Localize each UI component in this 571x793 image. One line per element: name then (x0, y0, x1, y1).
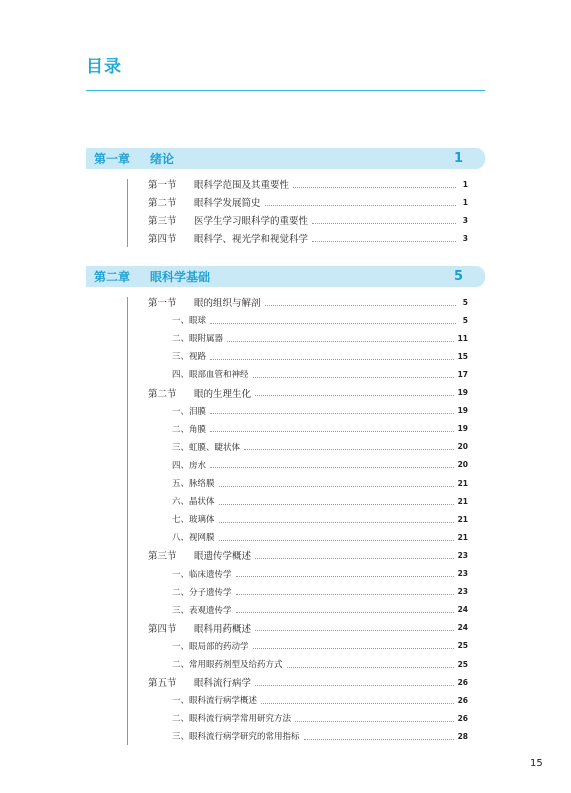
chapter-title: 绪论 (150, 152, 175, 166)
toc-section[interactable] (148, 621, 468, 635)
toc-subsection[interactable] (172, 440, 468, 454)
entry-number: 二、 (172, 424, 190, 435)
toc-subsection[interactable] (172, 404, 468, 418)
entry-page: 19 (457, 424, 468, 434)
entry-title: 虹膜、睫状体 (189, 442, 241, 453)
entry-number: 三、 (172, 732, 190, 743)
section-rule (127, 297, 128, 745)
entry-page: 23 (457, 550, 468, 560)
toc-subsection[interactable] (172, 693, 468, 707)
entry-title: 眼科学范围及其重要性 (194, 180, 290, 191)
entry-number: 三、 (172, 605, 190, 616)
entry-page: 5 (462, 315, 468, 325)
entry-number: 四、 (172, 370, 190, 381)
toc-subsection[interactable] (172, 331, 468, 345)
dot-leader (210, 413, 454, 414)
entry-number: 二、 (172, 660, 190, 670)
dot-leader (255, 395, 454, 396)
entry-number: 第三节 (148, 551, 177, 563)
title-divider (86, 90, 485, 91)
entry-number: 第一节 (148, 298, 177, 309)
entry-page: 3 (462, 233, 468, 243)
entry-number: 一、 (172, 641, 190, 652)
toc-section[interactable] (148, 231, 468, 245)
toc-subsection[interactable] (172, 639, 468, 653)
entry-page: 1 (462, 197, 468, 207)
entry-number: 第四节 (148, 623, 177, 635)
entry-title: 视路 (189, 352, 207, 363)
entry-title: 房水 (189, 460, 207, 471)
dot-leader (227, 341, 454, 342)
entry-title: 眼科学发展简史 (194, 198, 261, 210)
entry-page: 25 (457, 659, 468, 669)
toc-section[interactable] (148, 177, 468, 191)
chapter-heading[interactable] (86, 266, 485, 287)
entry-title: 分子遗传学 (189, 587, 232, 598)
entry-number: 一、 (172, 569, 190, 580)
entry-number: 一、 (172, 696, 190, 707)
toc-subsection[interactable] (172, 585, 468, 599)
entry-page: 23 (457, 587, 468, 597)
dot-leader (253, 377, 454, 378)
entry-title: 眼遗传学概述 (194, 551, 252, 563)
dot-leader (244, 449, 454, 450)
entry-page: 28 (457, 731, 468, 741)
dot-leader (312, 223, 456, 224)
dot-leader (287, 667, 454, 668)
dot-leader (219, 486, 454, 487)
entry-page: 15 (457, 351, 468, 361)
dot-leader (255, 630, 454, 631)
entry-page: 24 (457, 605, 468, 615)
dot-leader (210, 467, 454, 468)
entry-title: 角膜 (189, 424, 207, 435)
entry-page: 25 (457, 641, 468, 651)
entry-number: 六、 (172, 497, 190, 508)
entry-page: 5 (462, 297, 468, 307)
toc-section[interactable] (148, 213, 468, 227)
entry-page: 21 (457, 478, 468, 488)
dot-leader (304, 739, 454, 740)
dot-leader (219, 522, 454, 523)
entry-number: 第二节 (148, 198, 177, 210)
chapter-page: 5 (453, 269, 463, 284)
dot-leader (265, 205, 456, 206)
entry-page: 21 (457, 532, 468, 542)
entry-title: 晶状体 (189, 497, 215, 508)
entry-number: 二、 (172, 714, 190, 725)
entry-number: 二、 (172, 334, 190, 345)
entry-title: 眼科学、视光学和视觉科学 (194, 234, 309, 246)
entry-page: 20 (457, 460, 468, 470)
chapter-number: 第二章 (94, 270, 131, 284)
dot-leader (236, 612, 454, 613)
dot-leader (236, 576, 454, 577)
entry-number: 第三节 (148, 216, 177, 228)
entry-title: 眼科流行病学概述 (189, 696, 258, 707)
entry-title: 眼部血管和神经 (189, 370, 249, 381)
chapter-page: 1 (453, 151, 463, 166)
entry-page: 21 (457, 514, 468, 524)
entry-number: 第五节 (148, 678, 177, 690)
dot-leader (210, 359, 454, 360)
entry-number: 第一节 (148, 180, 177, 191)
toc-subsection[interactable] (172, 657, 468, 671)
dot-leader (293, 187, 456, 188)
entry-number: 一、 (172, 316, 190, 327)
page-title: 目录 (86, 57, 122, 77)
toc-subsection[interactable] (172, 512, 468, 526)
entry-page: 19 (457, 388, 468, 397)
toc-subsection[interactable] (172, 458, 468, 472)
toc-subsection[interactable] (172, 422, 468, 436)
entry-page: 24 (457, 623, 468, 633)
entry-page: 3 (462, 215, 468, 225)
dot-leader (219, 540, 454, 541)
dot-leader (210, 431, 454, 432)
entry-page: 21 (457, 496, 468, 506)
entry-page: 23 (457, 569, 468, 578)
entry-title: 表观遗传学 (189, 605, 232, 616)
toc-subsection[interactable] (172, 367, 468, 381)
toc-subsection[interactable] (172, 729, 468, 743)
entry-title: 眼科流行病学 (194, 678, 252, 690)
entry-number: 二、 (172, 587, 190, 598)
entry-title: 眼球 (189, 316, 207, 327)
toc-section[interactable] (148, 295, 468, 309)
entry-title: 视网膜 (189, 533, 215, 544)
dot-leader (219, 504, 454, 505)
toc-subsection[interactable] (172, 530, 468, 544)
entry-page: 19 (457, 406, 468, 416)
toc-subsection[interactable] (172, 313, 468, 327)
entry-number: 五、 (172, 479, 190, 489)
entry-page: 17 (457, 369, 468, 379)
chapter-heading[interactable] (86, 148, 485, 169)
entry-number: 四、 (172, 460, 190, 471)
entry-number: 第四节 (148, 234, 177, 246)
entry-number: 三、 (172, 352, 190, 363)
dot-leader (255, 685, 454, 686)
toc-subsection[interactable] (172, 476, 468, 490)
entry-page: 1 (462, 179, 468, 189)
entry-title: 眼科流行病学常用研究方法 (189, 714, 292, 725)
entry-title: 医学生学习眼科学的重要性 (194, 216, 309, 228)
dot-leader (236, 594, 454, 595)
dot-leader (265, 305, 456, 306)
dot-leader (261, 703, 454, 704)
entry-number: 第二节 (148, 388, 177, 400)
entry-page: 26 (457, 695, 468, 705)
entry-page: 20 (457, 442, 468, 452)
entry-title: 玻璃体 (189, 515, 215, 526)
entry-number: 三、 (172, 442, 190, 453)
dot-leader (295, 721, 454, 722)
entry-title: 泪膜 (189, 406, 207, 417)
entry-page: 26 (457, 677, 468, 687)
dot-leader (312, 241, 456, 242)
entry-title: 眼科流行病学研究的常用指标 (189, 732, 300, 743)
section-rule (127, 179, 128, 247)
page-number: 15 (530, 758, 543, 769)
toc-section[interactable] (148, 195, 468, 209)
toc-section[interactable] (148, 386, 468, 400)
chapter-number: 第一章 (94, 152, 131, 166)
entry-page: 26 (457, 713, 468, 723)
entry-page: 11 (457, 333, 468, 343)
entry-title: 眼科用药概述 (194, 623, 252, 635)
toc-subsection[interactable] (172, 711, 468, 725)
entry-number: 八、 (172, 533, 190, 544)
entry-title: 眼局部的药动学 (189, 641, 249, 652)
dot-leader (253, 648, 454, 649)
entry-title: 临床遗传学 (189, 569, 232, 580)
toc-section[interactable] (148, 548, 468, 562)
dot-leader (255, 558, 454, 559)
dot-leader (210, 323, 456, 324)
entry-title: 常用眼药剂型及给药方式 (189, 660, 283, 670)
entry-title: 眼的组织与解剖 (194, 298, 261, 309)
toc-subsection[interactable] (172, 494, 468, 508)
entry-title: 眼附属器 (189, 334, 224, 345)
entry-number: 七、 (172, 515, 190, 526)
toc-subsection[interactable] (172, 349, 468, 363)
chapter-title: 眼科学基础 (150, 270, 211, 284)
entry-number: 一、 (172, 406, 190, 417)
toc-subsection[interactable] (172, 603, 468, 617)
toc-section[interactable] (148, 675, 468, 689)
toc-subsection[interactable] (172, 567, 468, 581)
entry-title: 脉络膜 (189, 479, 215, 489)
entry-title: 眼的生理生化 (194, 388, 252, 400)
